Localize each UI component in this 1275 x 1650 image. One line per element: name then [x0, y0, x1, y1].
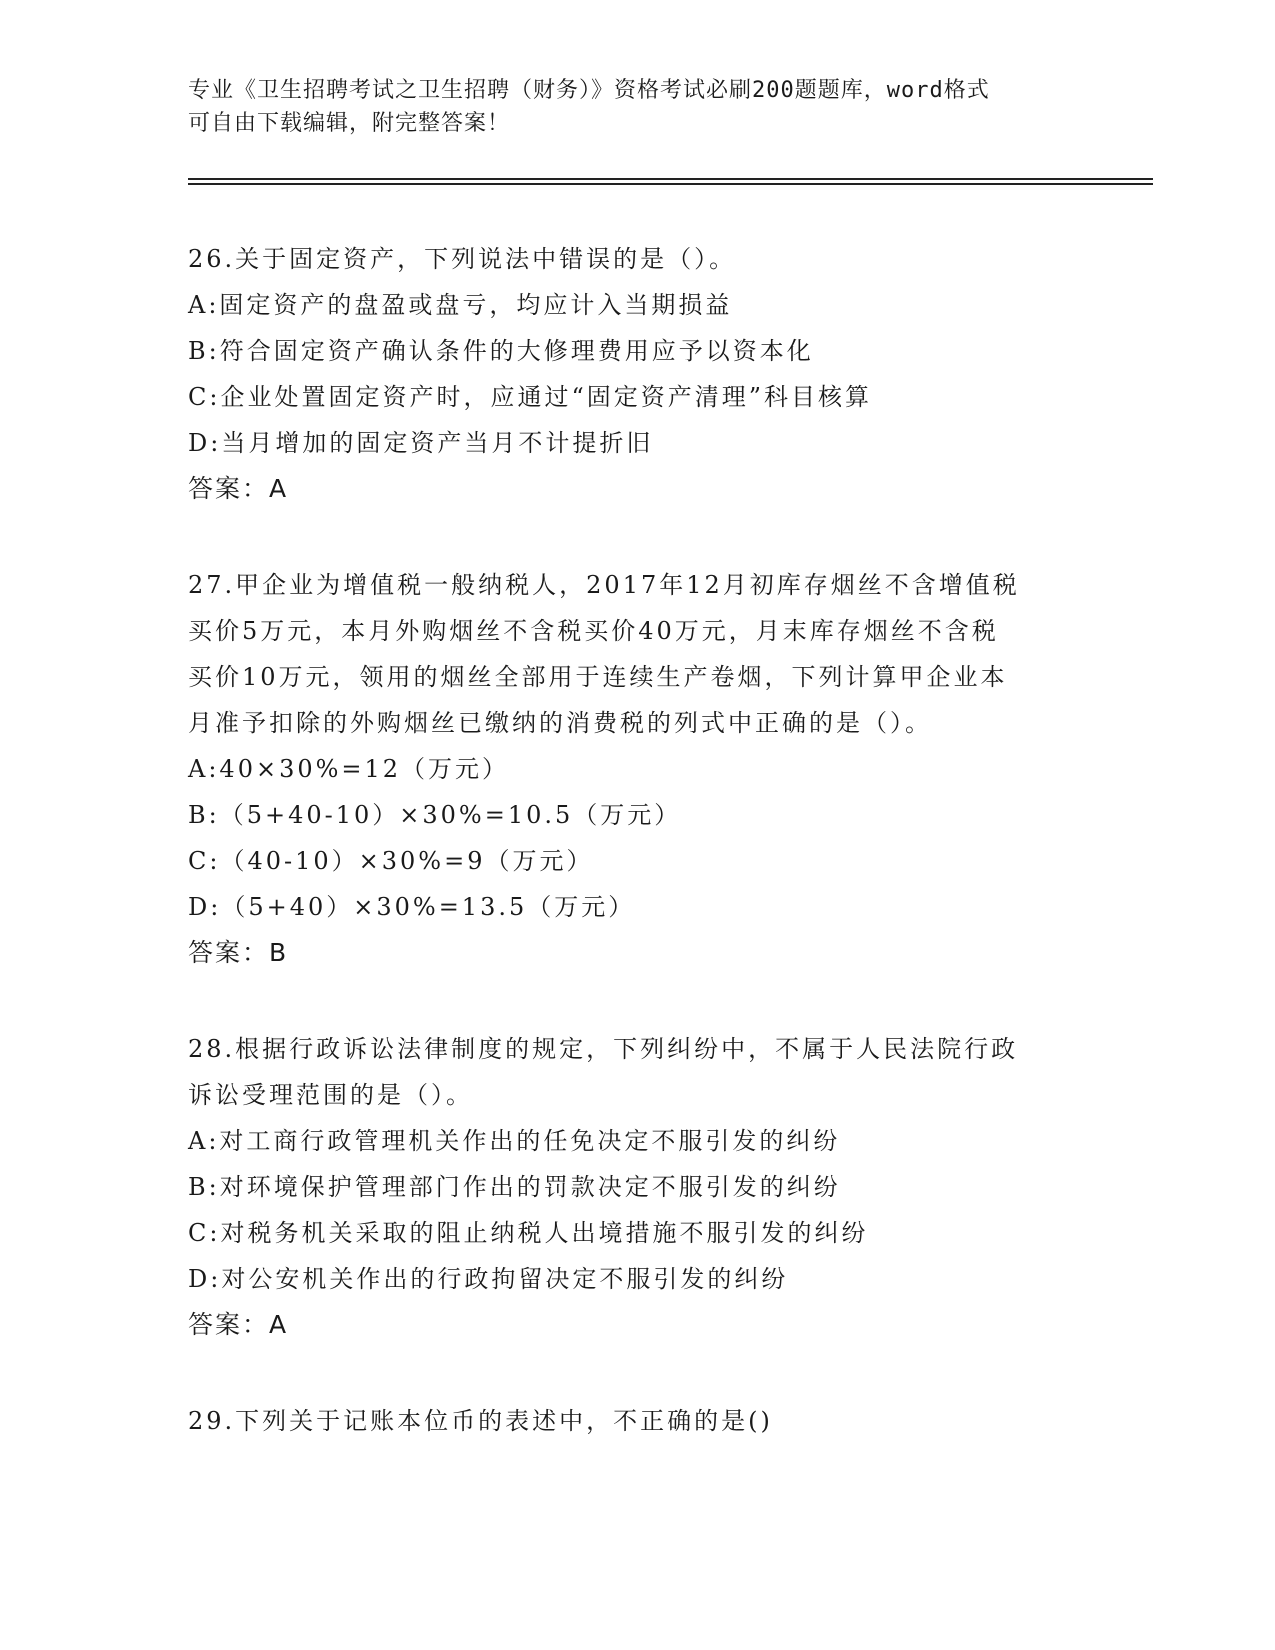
question-29	[188, 1398, 1088, 1444]
option-c: C:企业处置固定资产时，应通过“固定资产清理”科目核算	[188, 383, 872, 411]
question-stem: 买价5万元，本月外购烟丝不含税买价40万元，月末库存烟丝不含税	[188, 617, 999, 645]
question-list	[188, 236, 1088, 1494]
answer: 答案：A	[188, 474, 289, 503]
question-stem: 29.下列关于记账本位币的表述中，不正确的是()	[188, 1407, 773, 1435]
option-a: A:40×30%=12（万元）	[188, 755, 510, 783]
option-c: C:对税务机关采取的阻止纳税人出境措施不服引发的纠纷	[188, 1219, 869, 1247]
option-a: A:固定资产的盘盈或盘亏，均应计入当期损益	[188, 291, 733, 319]
question-stem: 买价10万元，领用的烟丝全部用于连续生产卷烟，下列计算甲企业本	[188, 663, 1008, 691]
option-a: A:对工商行政管理机关作出的任免决定不服引发的纠纷	[188, 1127, 841, 1155]
header-divider-bottom	[188, 183, 1153, 185]
question-stem: 月准予扣除的外购烟丝已缴纳的消费税的列式中正确的是（）。	[188, 709, 932, 737]
option-d: D:对公安机关作出的行政拘留决定不服引发的纠纷	[188, 1265, 789, 1293]
option-d: D:（5+40）×30%=13.5（万元）	[188, 893, 636, 921]
question-stem: 28.根据行政诉讼法律制度的规定，下列纠纷中，不属于人民法院行政	[188, 1035, 1019, 1063]
option-b: B:（5+40-10）×30%=10.5（万元）	[188, 801, 682, 829]
question-27	[188, 562, 1088, 976]
header-line-2: 可自由下载编辑，附完整答案！	[188, 111, 511, 136]
option-b: B:对环境保护管理部门作出的罚款决定不服引发的纠纷	[188, 1173, 841, 1201]
question-28	[188, 1026, 1088, 1348]
answer: 答案：A	[188, 1310, 289, 1339]
question-stem: 诉讼受理范围的是（）。	[188, 1081, 473, 1109]
question-26	[188, 236, 1088, 512]
option-d: D:当月增加的固定资产当月不计提折旧	[188, 429, 654, 457]
option-c: C:（40-10）×30%=9（万元）	[188, 847, 594, 875]
question-stem: 27.甲企业为增值税一般纳税人，2017年12月初库存烟丝不含增值税	[188, 571, 1020, 599]
header-line-1: 专业《卫生招聘考试之卫生招聘（财务）》资格考试必刷200题题库，word格式	[188, 78, 990, 103]
option-b: B:符合固定资产确认条件的大修理费用应予以资本化	[188, 337, 814, 365]
document-header	[188, 74, 1088, 140]
answer: 答案：B	[188, 938, 289, 967]
question-stem: 26.关于固定资产，下列说法中错误的是（）。	[188, 245, 737, 273]
header-divider-top	[188, 178, 1153, 180]
